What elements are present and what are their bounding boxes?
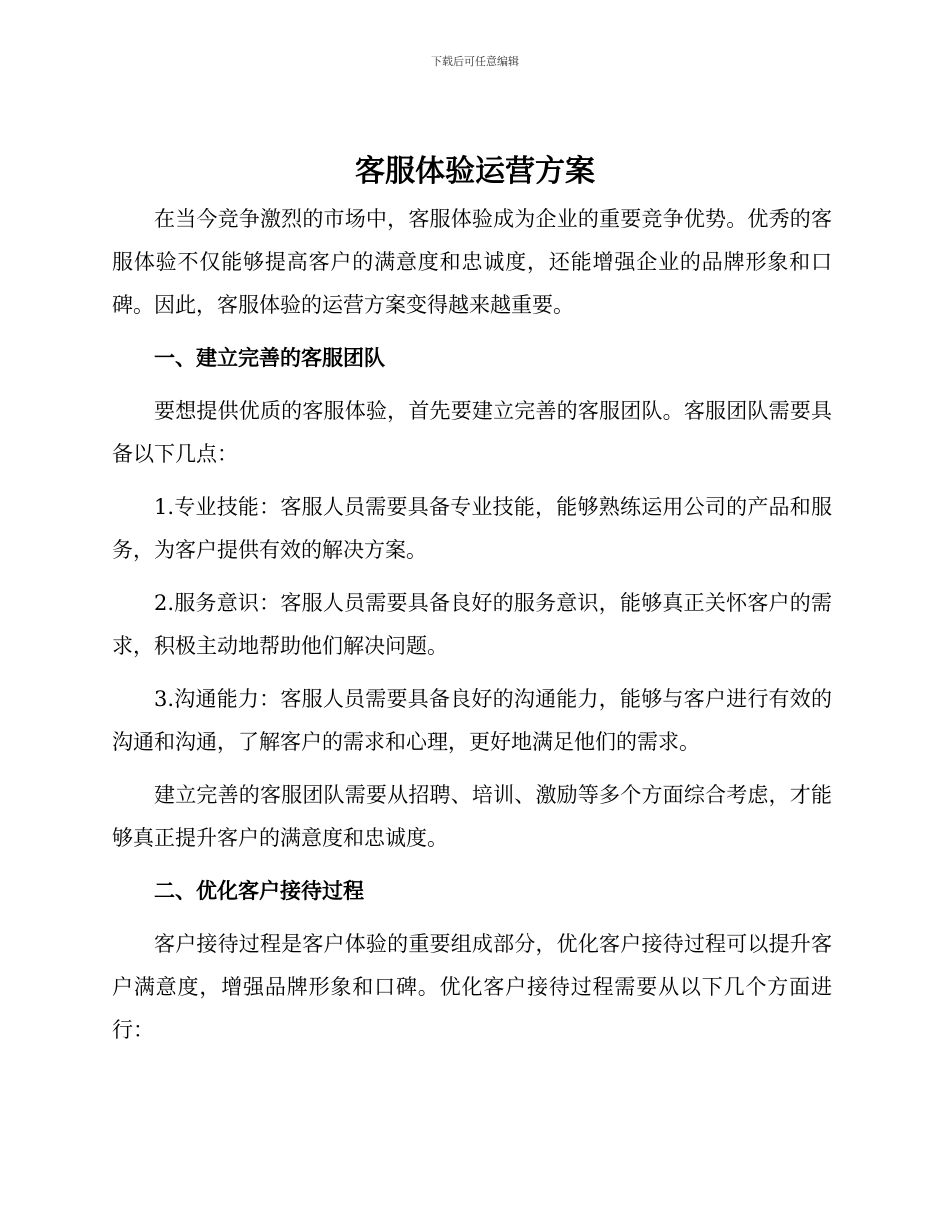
- section-1-item-3: 3.沟通能力：客服人员需要具备良好的沟通能力，能够与客户进行有效的沟通和沟通，了解客户的需求和心理，更好地满足他们的需求。: [112, 687, 832, 754]
- page-header-note: 下载后可任意编辑: [431, 55, 519, 68]
- intro-paragraph: 在当今竞争激烈的市场中，客服体验成为企业的重要竞争优势。优秀的客服体验不仅能够提高客户的满意度和忠诚度，还能增强企业的品牌形象和口碑。因此，客服体验的运营方案变得越来越重要。: [112, 207, 832, 317]
- section-2-lead-paragraph: 客户接待过程是客户体验的重要组成部分，优化客户接待过程可以提升客户满意度，增强品牌形象和口碑。优化客户接待过程需要从以下几个方面进行：: [112, 932, 832, 1042]
- section-1-conclusion-paragraph: 建立完善的客服团队需要从招聘、培训、激励等多个方面综合考虑，才能够真正提升客户的满意度和忠诚度。: [112, 783, 832, 850]
- section-1-item-1: 1.专业技能：客服人员需要具备专业技能，能够熟练运用公司的产品和服务，为客户提供有效的解决方案。: [112, 495, 832, 562]
- section-1-item-2: 2.服务意识：客服人员需要具备良好的服务意识，能够真正关怀客户的需求，积极主动地帮助他们解决问题。: [112, 591, 832, 658]
- section-1-heading: 一、建立完善的客服团队: [154, 346, 385, 370]
- document-title: 客服体验运营方案: [355, 154, 595, 189]
- section-1-lead-paragraph: 要想提供优质的客服体验，首先要建立完善的客服团队。客服团队需要具备以下几点：: [112, 399, 832, 466]
- section-2-heading: 二、优化客户接待过程: [154, 879, 364, 903]
- document-body: [112, 198, 832, 1052]
